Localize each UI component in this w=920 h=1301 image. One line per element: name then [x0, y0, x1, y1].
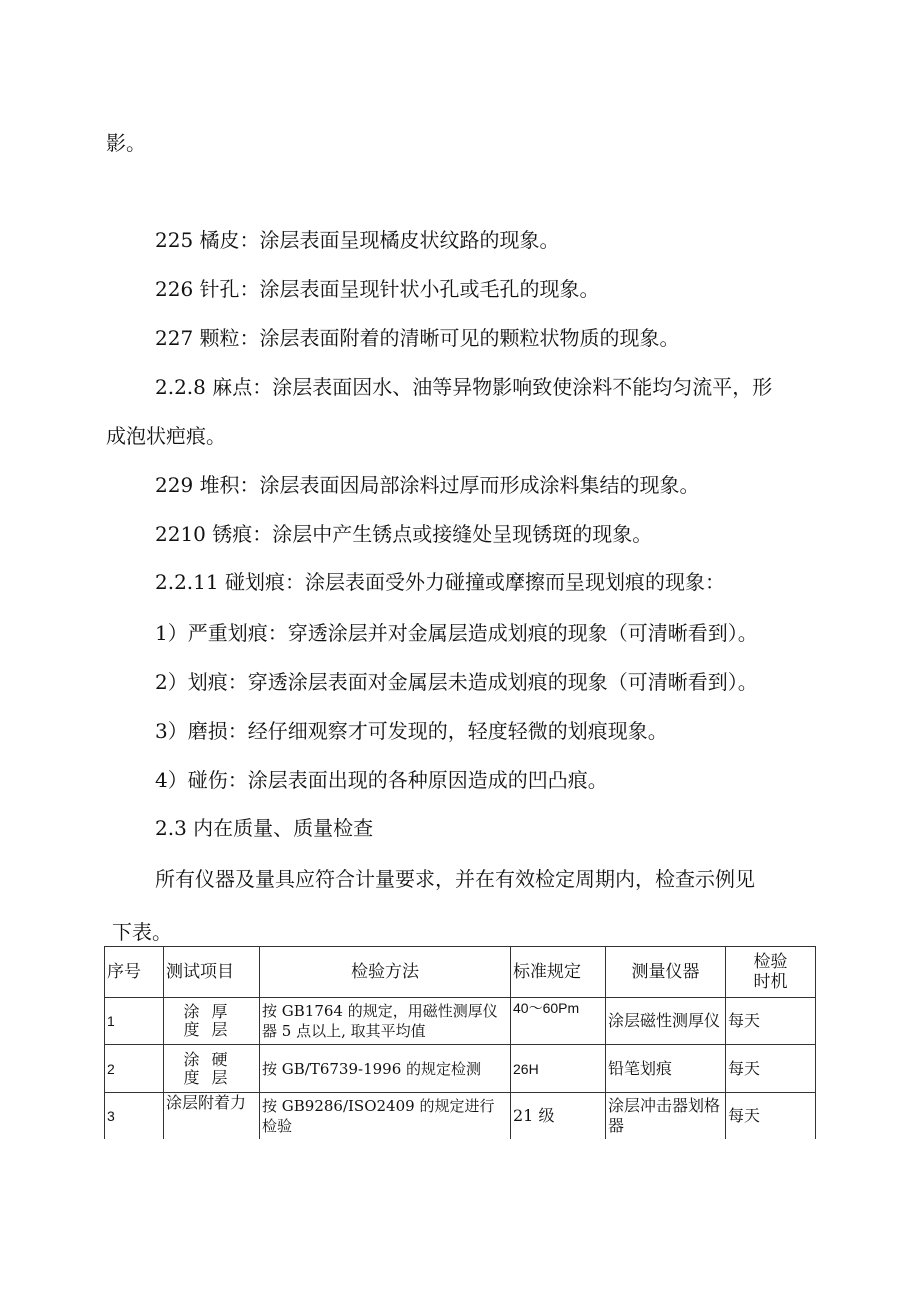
intro-paragraph: 所有仪器及量具应符合计量要求，并在有效检定周期内，检查示例见	[155, 867, 755, 891]
cell-item-line-2: 度层	[183, 1020, 240, 1039]
cell-no: 1	[105, 998, 164, 1045]
cell-item	[164, 998, 260, 1045]
paragraph-continuation: 影。	[106, 131, 146, 155]
cell-item-line-1: 涂硬	[183, 1049, 240, 1069]
header-item: 测试项目	[164, 947, 260, 998]
scratch-item-2: 2）划痕：穿透涂层表面对金属层未造成划痕的现象（可清晰看到）。	[155, 670, 758, 694]
definition-2-2-9: 229 堆积：涂层表面因局部涂料过厚而形成涂料集结的现象。	[155, 473, 700, 497]
header-standard: 标准规定	[511, 947, 606, 998]
cell-timing: 每天	[726, 1093, 816, 1140]
section-heading-2-3: 2.3 内在质量、质量检查	[155, 816, 374, 840]
cell-item	[164, 1045, 260, 1093]
scratch-item-3: 3）磨损：经仔细观察才可发现的，轻度轻微的划痕现象。	[155, 719, 668, 743]
table-header-row	[105, 947, 816, 998]
cell-item: 涂层附着力	[164, 1093, 260, 1140]
cell-item-line-2: 度层	[183, 1067, 240, 1087]
definition-2-2-8-continuation: 成泡状疤痕。	[106, 424, 226, 448]
cell-method: 按 GB1764 的规定，用磁性测厚仪器 5 点以上, 取其平均值	[260, 998, 511, 1045]
definition-2-2-5: 225 橘皮：涂层表面呈现橘皮状纹路的现象。	[155, 228, 560, 252]
cell-instrument: 涂层磁性测厚仪	[606, 998, 726, 1045]
cell-instrument: 涂层冲击器划格器	[606, 1093, 726, 1140]
cell-item-line-1: 涂厚	[183, 1002, 240, 1021]
header-timing: 检验时机	[726, 947, 816, 998]
cell-no: 3	[105, 1093, 164, 1140]
definition-2-2-6: 226 针孔：涂层表面呈现针状小孔或毛孔的现象。	[155, 277, 600, 301]
definition-2-2-11: 2.2.11 碰划痕：涂层表面受外力碰撞或摩擦而呈现划痕的现象：	[155, 570, 725, 594]
table-row	[105, 1093, 816, 1140]
cell-standard: 26H	[511, 1045, 606, 1093]
inspection-table	[104, 946, 816, 1139]
scratch-item-1: 1）严重划痕：穿透涂层并对金属层造成划痕的现象（可清晰看到）。	[155, 621, 758, 645]
header-no: 序号	[105, 947, 164, 998]
definition-2-2-8: 2.2.8 麻点：涂层表面因水、油等异物影响致使涂料不能均匀流平，形	[155, 375, 773, 399]
definition-2-2-10: 2210 锈痕：涂层中产生锈点或接缝处呈现锈斑的现象。	[155, 522, 653, 546]
cell-instrument: 铅笔划痕	[606, 1045, 726, 1093]
intro-paragraph-continuation: 下表。	[112, 920, 172, 944]
cell-no: 2	[105, 1045, 164, 1093]
scratch-item-4: 4）碰伤：涂层表面出现的各种原因造成的凹凸痕。	[155, 768, 608, 792]
table-row	[105, 1045, 816, 1093]
definition-2-2-7: 227 颗粒：涂层表面附着的清晰可见的颗粒状物质的现象。	[155, 326, 680, 350]
table-row	[105, 998, 816, 1045]
cell-timing: 每天	[726, 998, 816, 1045]
cell-method: 按 GB/T6739-1996 的规定检测	[260, 1045, 511, 1093]
cell-standard: 40～60Pm	[511, 998, 606, 1045]
header-instrument: 测量仪器	[606, 947, 726, 998]
cell-method: 按 GB9286/ISO2409 的规定进行检验	[260, 1093, 511, 1140]
cell-standard: 21 级	[511, 1093, 606, 1140]
cell-timing: 每天	[726, 1045, 816, 1093]
header-method: 检验方法	[260, 947, 511, 998]
